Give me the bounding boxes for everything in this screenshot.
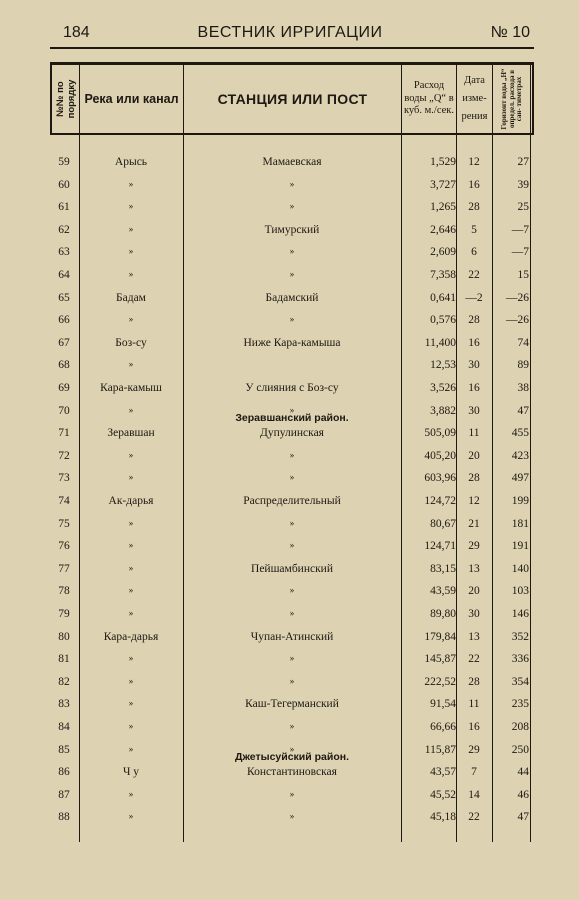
cell-flow: 145,87 — [424, 653, 456, 666]
section-heading: Зеравшанский район. — [235, 412, 349, 425]
cell-horizon: 44 — [517, 766, 529, 779]
cell-no: 66 — [58, 314, 70, 327]
cell-station: Распределительный — [243, 495, 341, 507]
cell-horizon: 497 — [511, 472, 529, 485]
cell-horizon: 103 — [511, 585, 529, 598]
cell-station: » — [289, 269, 295, 279]
cell-station: Константиновская — [247, 766, 337, 779]
cell-river: » — [128, 675, 134, 686]
table-row — [50, 627, 534, 649]
table-row — [50, 197, 534, 219]
cell-river: » — [128, 517, 134, 528]
cell-river: » — [128, 811, 134, 822]
table-row — [50, 152, 534, 174]
table-row — [50, 265, 534, 287]
cell-river: » — [128, 404, 134, 415]
cell-horizon: 46 — [517, 788, 529, 801]
table-row — [50, 423, 534, 445]
cell-date: 13 — [468, 630, 480, 643]
cell-river: Зеравшан — [107, 427, 155, 440]
table-row — [50, 559, 534, 581]
column-header-date: Дата изме- рения — [461, 75, 488, 122]
cell-river: » — [128, 540, 134, 551]
cell-no: 71 — [58, 427, 70, 440]
table-row — [50, 333, 534, 355]
table-right-border — [532, 62, 534, 134]
cell-horizon: 39 — [517, 178, 529, 191]
cell-horizon: 146 — [511, 608, 529, 620]
column-header-horizon: Горизонт воды „Н“ определ. расхода в сан- тиметрах — [499, 68, 523, 130]
cell-date: 28 — [468, 675, 480, 688]
cell-flow: 45,52 — [430, 788, 456, 801]
cell-no: 69 — [58, 382, 70, 394]
table-row — [50, 378, 534, 400]
table-row — [50, 310, 534, 332]
cell-river: » — [128, 562, 134, 573]
cell-date: 29 — [468, 743, 480, 756]
cell-horizon: 47 — [517, 811, 529, 824]
cell-flow: 43,57 — [430, 766, 456, 779]
cell-station: Пейшамбинский — [251, 562, 333, 575]
cell-horizon: 27 — [517, 156, 529, 168]
cell-no: 85 — [58, 743, 70, 756]
cell-flow: 115,87 — [424, 743, 456, 756]
cell-horizon: 352 — [511, 630, 529, 643]
cell-no: 65 — [58, 291, 70, 304]
cell-river: » — [128, 201, 134, 212]
table-row — [50, 536, 534, 558]
cell-date: 30 — [468, 608, 480, 620]
cell-date: 16 — [468, 382, 480, 394]
table-row — [50, 514, 534, 536]
cell-date: 30 — [468, 404, 480, 417]
cell-horizon: 181 — [511, 517, 529, 530]
cell-no: 67 — [58, 336, 70, 349]
cell-horizon: 235 — [511, 698, 529, 711]
cell-no: 79 — [58, 608, 70, 620]
cell-flow: 43,59 — [430, 585, 456, 598]
cell-horizon: 208 — [511, 721, 529, 733]
cell-river: » — [128, 743, 134, 754]
table-row — [50, 175, 534, 197]
cell-no: 62 — [58, 223, 70, 236]
cell-horizon: 15 — [517, 269, 529, 281]
table-row — [50, 446, 534, 468]
cell-river: » — [128, 359, 134, 370]
cell-no: 80 — [58, 630, 70, 643]
cell-station: » — [289, 517, 295, 528]
cell-horizon: 47 — [517, 404, 529, 417]
cell-flow: 12,53 — [430, 359, 456, 372]
cell-flow: 1,265 — [430, 201, 456, 214]
cell-station: » — [289, 178, 295, 189]
cell-flow: 179,84 — [424, 630, 456, 643]
cell-no: 70 — [58, 404, 70, 417]
cell-no: 81 — [58, 653, 70, 666]
table-row — [50, 649, 534, 671]
cell-horizon: 38 — [517, 382, 529, 394]
cell-horizon: —26 — [506, 314, 529, 327]
table-row — [50, 355, 534, 377]
cell-station: Чупан-Атинский — [250, 630, 334, 643]
cell-river: » — [128, 585, 134, 596]
cell-station: » — [289, 721, 295, 731]
header-rule — [50, 47, 534, 49]
cell-station: » — [289, 246, 295, 257]
cell-flow: 11,400 — [424, 336, 456, 349]
table-row — [50, 288, 534, 310]
cell-no: 88 — [58, 811, 70, 824]
cell-station: » — [289, 608, 295, 618]
cell-river: » — [128, 449, 134, 460]
cell-horizon: 140 — [511, 562, 529, 575]
cell-station: » — [289, 314, 295, 325]
cell-date: 16 — [468, 721, 480, 733]
cell-date: 29 — [468, 540, 480, 553]
cell-no: 76 — [58, 540, 70, 553]
cell-date: 22 — [468, 811, 480, 824]
cell-no: 86 — [58, 766, 70, 779]
table-row — [50, 468, 534, 490]
cell-river: » — [128, 269, 134, 279]
cell-station: » — [289, 449, 295, 460]
cell-station: » — [289, 811, 295, 822]
cell-river: Бадам — [116, 291, 146, 304]
cell-flow: 2,609 — [430, 246, 456, 259]
journal-title: ВЕСТНИК ИРРИГАЦИИ — [197, 24, 383, 41]
cell-date: 20 — [468, 585, 480, 598]
issue-number: № 10 — [490, 24, 530, 41]
cell-no: 68 — [58, 359, 70, 372]
cell-no: 60 — [58, 178, 70, 191]
table-row — [50, 762, 534, 784]
cell-date: 28 — [468, 472, 480, 485]
cell-no: 59 — [58, 156, 70, 168]
cell-horizon: 74 — [517, 336, 529, 349]
cell-station: Мамаевская — [262, 156, 322, 168]
page-number: 184 — [63, 24, 90, 41]
cell-river: Арысь — [114, 156, 148, 168]
cell-station: » — [289, 788, 295, 799]
cell-date: 13 — [468, 562, 480, 575]
cell-no: 83 — [58, 698, 70, 711]
cell-river: Ак-дарья — [108, 495, 154, 507]
cell-no: 64 — [58, 269, 70, 281]
cell-date: 16 — [468, 336, 480, 349]
cell-date: 28 — [468, 314, 480, 327]
cell-horizon: —7 — [511, 223, 529, 236]
table-row — [50, 491, 534, 513]
cell-flow: 0,641 — [430, 291, 456, 304]
cell-date: 11 — [468, 427, 480, 440]
cell-river: » — [128, 698, 134, 709]
cell-horizon: 89 — [517, 359, 529, 372]
cell-flow: 66,66 — [430, 721, 456, 733]
cell-flow: 3,526 — [430, 382, 456, 394]
table-row — [50, 717, 534, 739]
column-header-station: СТАНЦИЯ ИЛИ ПОСТ — [217, 91, 368, 107]
cell-flow: 80,67 — [430, 517, 456, 530]
cell-river: » — [128, 608, 134, 618]
cell-station: » — [289, 201, 295, 212]
cell-river: » — [128, 653, 134, 664]
cell-no: 63 — [58, 246, 70, 259]
cell-date: 16 — [468, 178, 480, 191]
cell-station: У слияния с Боз-су — [245, 382, 339, 394]
cell-date: 12 — [468, 156, 480, 168]
cell-flow: 405,20 — [424, 449, 456, 462]
cell-station: » — [289, 585, 295, 596]
cell-flow: 1,529 — [430, 156, 456, 168]
cell-horizon: 336 — [511, 653, 529, 666]
cell-date: 20 — [468, 449, 480, 462]
cell-no: 84 — [58, 721, 70, 733]
cell-station: » — [289, 472, 295, 483]
cell-flow: 91,54 — [430, 698, 456, 711]
cell-flow: 7,358 — [430, 269, 456, 281]
cell-no: 75 — [58, 517, 70, 530]
cell-river: » — [128, 314, 134, 325]
cell-horizon: 25 — [517, 201, 529, 214]
table-row — [50, 604, 534, 626]
cell-horizon: 250 — [511, 743, 529, 756]
cell-river: » — [128, 178, 134, 189]
cell-date: —2 — [465, 291, 483, 304]
cell-date: 22 — [468, 653, 480, 666]
cell-no: 72 — [58, 449, 70, 462]
cell-no: 78 — [58, 585, 70, 598]
cell-horizon: 354 — [511, 675, 529, 688]
cell-date: 12 — [468, 495, 480, 507]
cell-station: » — [289, 743, 295, 754]
cell-date: 14 — [468, 788, 480, 801]
table-row — [50, 581, 534, 603]
table-row — [50, 785, 534, 807]
cell-station: Дупулинская — [260, 427, 324, 440]
header-bottom-border — [50, 133, 534, 135]
cell-no: 77 — [58, 562, 70, 575]
cell-horizon: 423 — [511, 449, 529, 462]
column-header-river: Река или канал — [84, 92, 179, 106]
cell-horizon: 455 — [511, 427, 529, 440]
cell-date: 7 — [471, 766, 477, 779]
cell-no: 87 — [58, 788, 70, 801]
cell-no: 82 — [58, 675, 70, 688]
cell-station: » — [289, 653, 295, 664]
cell-flow: 505,09 — [424, 427, 456, 440]
cell-flow: 45,18 — [430, 811, 456, 824]
cell-no: 73 — [58, 472, 70, 485]
cell-station: Ниже Кара-камыша — [243, 336, 341, 349]
cell-flow: 0,576 — [430, 314, 456, 327]
cell-horizon: —26 — [506, 291, 529, 304]
table-row — [50, 807, 534, 829]
cell-river: Боз-су — [115, 336, 147, 349]
cell-date: 22 — [468, 269, 480, 281]
cell-river: » — [128, 788, 134, 799]
cell-date: 28 — [468, 201, 480, 214]
cell-flow: 222,52 — [424, 675, 456, 688]
cell-flow: 124,71 — [424, 540, 456, 553]
cell-date: 30 — [468, 359, 480, 372]
measurements-table — [50, 62, 534, 842]
cell-date: 21 — [468, 517, 480, 530]
cell-flow: 3,727 — [430, 178, 456, 191]
cell-station: » — [289, 404, 295, 415]
cell-station: » — [289, 675, 295, 686]
cell-station: Бадамский — [265, 291, 319, 304]
cell-river: » — [128, 246, 134, 257]
table-row — [50, 694, 534, 716]
cell-no: 74 — [58, 495, 70, 507]
cell-river: » — [128, 721, 134, 731]
cell-horizon: 199 — [511, 495, 529, 507]
table-row — [50, 242, 534, 264]
cell-date: 6 — [471, 246, 477, 259]
cell-horizon: —7 — [511, 246, 529, 259]
cell-date: 5 — [471, 223, 477, 236]
cell-station: Каш-Тегерманский — [245, 698, 339, 711]
cell-flow: 89,80 — [430, 608, 456, 620]
table-row — [50, 672, 534, 694]
cell-flow: 83,15 — [430, 562, 456, 575]
cell-river: Кара-камыш — [100, 382, 162, 394]
section-heading: Джетысуйский район. — [234, 751, 350, 764]
cell-river: » — [128, 223, 134, 234]
cell-station: Тимурский — [264, 223, 320, 236]
table-row — [50, 220, 534, 242]
cell-river: Ч у — [122, 766, 140, 779]
cell-date: 11 — [468, 698, 480, 711]
column-header-flow: Расход воды „Q“ в куб. м./сек. — [403, 80, 455, 117]
running-head — [50, 22, 530, 46]
cell-station: » — [289, 540, 295, 551]
cell-river: » — [128, 472, 134, 483]
cell-river: Кара-дарья — [103, 630, 159, 643]
cell-flow: 3,882 — [430, 404, 456, 417]
cell-no: 61 — [58, 201, 70, 214]
cell-flow: 124,72 — [424, 495, 456, 507]
column-header-number: №№ по порядку — [54, 79, 77, 119]
cell-horizon: 191 — [511, 540, 529, 553]
cell-flow: 603,96 — [424, 472, 456, 485]
cell-flow: 2,646 — [430, 223, 456, 236]
